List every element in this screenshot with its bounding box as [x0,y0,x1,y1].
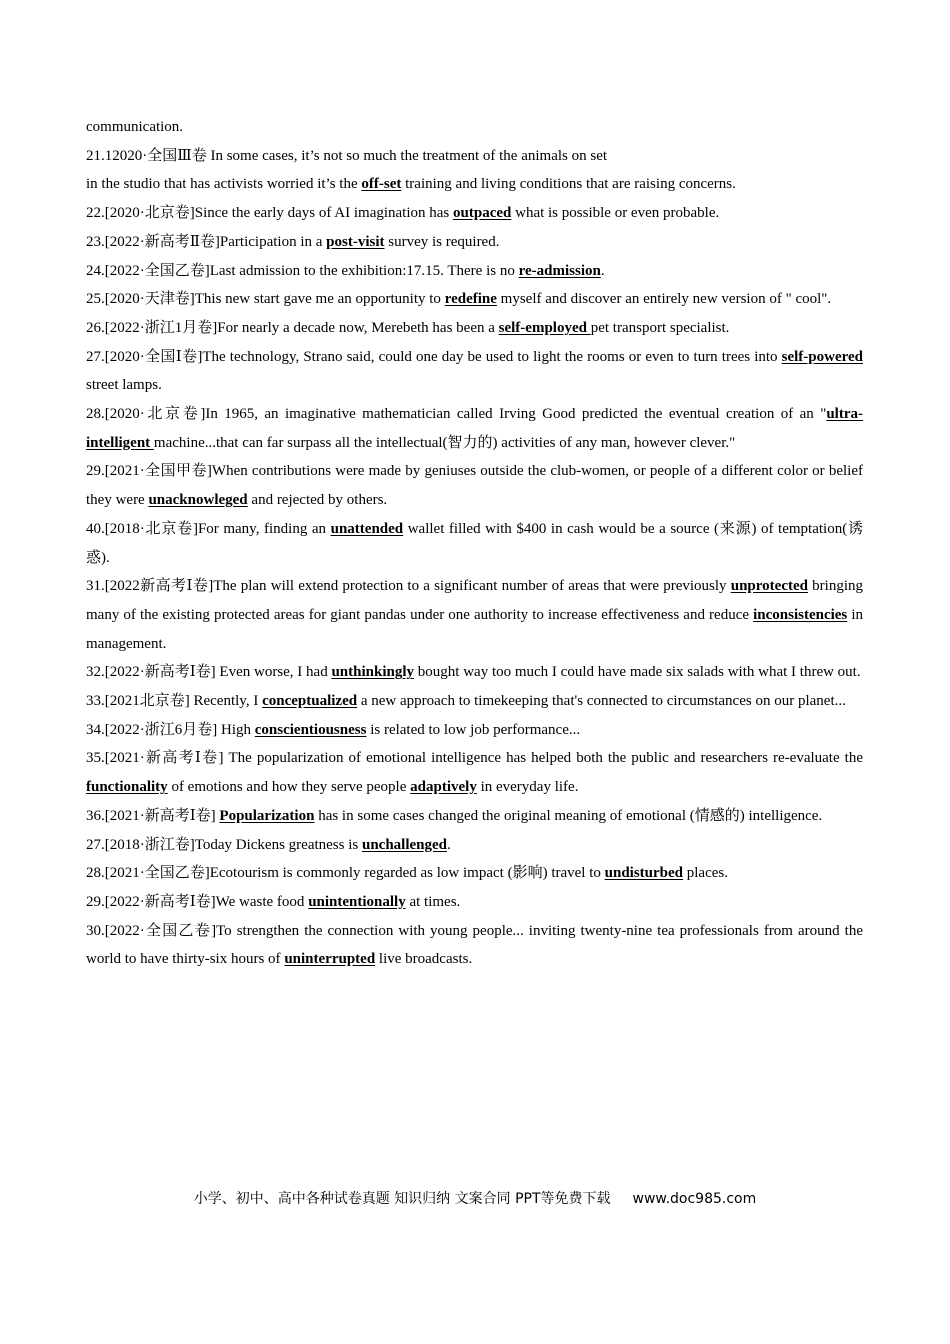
sentence-text: 27.[2018·浙江卷]Today Dickens greatness is [86,836,362,853]
sentence-text: 31.[2022新高考Ⅰ卷]The plan will extend protection to a significant number of areas that were previously [86,578,731,595]
sentence-text: 40.[2018·北京卷]For many, finding an [86,520,331,537]
sentence-text: myself and discover an entirely new version of " cool". [496,291,832,308]
sentence-text: machine...that can far surpass all the intellectual(智力的) activities of any man, however clever." [153,434,736,451]
sentence-text: 29.[2022·新高考Ⅰ卷]We waste food [86,893,309,910]
sentence-text: street lamps. [86,377,162,394]
keyword: inconsistencies [753,606,848,623]
exercise-sentence [86,314,863,343]
exercise-sentence [86,142,863,171]
sentence-text: . [447,836,451,853]
sentence-text: pet transport specialist. [590,319,730,336]
sentence-text: communication. [86,119,184,135]
sentence-text: 26.[2022·浙江1月卷]For nearly a decade now, Merebeth has been a [86,319,499,336]
keyword: unthinkingly [331,664,415,681]
keyword: re-admission [518,262,601,279]
sentence-text: and rejected by others. [247,492,388,509]
exercise-sentence [86,170,863,199]
sentence-text: at times. [405,893,461,910]
sentence-text: bringing many of the existing protected areas for giant pandas under one authority to increase effectiveness and reduce [86,578,863,623]
sentence-text: of emotions and how they serve people [167,779,411,796]
sentence-text: 25.[2020·天津卷]This new start gave me an opportunity to [86,291,445,308]
exercise-sentence [86,658,863,687]
keyword: uninterrupted [284,951,376,968]
keyword: undisturbed [604,865,684,882]
keyword: unprotected [730,578,808,595]
exercise-sentence [86,802,863,831]
exercise-sentence [86,917,863,974]
exercise-sentence [86,457,863,514]
sentence-text: survey is required. [384,233,500,250]
keyword: self-employed [498,319,591,336]
keyword: unchallenged [361,836,448,853]
keyword: unintentionally [308,893,406,910]
sentence-text: wallet filled with $400 in cash would be a source (来源) of temptation(诱惑). [86,520,864,566]
sentence-text: 30.[2022·全国乙卷]To strengthen the connection with young people... inviting twenty-nine tea professionals from around the world to have thirty-six hours of [86,922,863,968]
sentence-text: 34.[2022·浙江6月卷] High [86,721,255,738]
sentence-text: is related to low job performance... [366,721,581,738]
exercise-sentence [86,228,863,257]
exercise-sentence [86,113,863,142]
footer-text: 小学、初中、高中各种试卷真题 知识归纳 文案合同 PPT等免费下载 [193,1191,611,1207]
sentence-text: bought way too much I could have made six salads with what I threw out. [414,664,861,681]
exercise-sentence [86,744,863,801]
sentence-text: 28.[2021·全国乙卷]Ecotourism is commonly regarded as low impact (影响) travel to [86,865,605,882]
footer-url[interactable]: www.doc985.com [632,1191,757,1207]
exercise-sentence [86,400,863,457]
keyword: conscientiousness [254,721,367,738]
document-body [86,113,863,974]
exercise-sentence [86,285,863,314]
keyword: post-visit [326,233,385,250]
exercise-sentence [86,257,863,286]
exercise-sentence [86,515,863,572]
keyword: Popularization [219,807,315,824]
sentence-text: 32.[2022·新高考Ⅰ卷] Even worse, I had [86,664,332,681]
keyword: functionality [86,779,168,796]
sentence-text: 36.[2021·新高考Ⅰ卷] [86,807,220,824]
keyword: unattended [330,520,404,537]
sentence-text: in the studio that has activists worried it’s the [86,176,362,193]
sentence-text: live broadcasts. [375,951,473,968]
page-footer [0,1188,950,1208]
exercise-sentence [86,687,863,716]
sentence-text: has in some cases changed the original meaning of emotional (情感的) intelligence. [314,807,823,824]
keyword: adaptively [410,779,477,796]
sentence-text: training and living conditions that are raising concerns. [401,176,736,193]
exercise-sentence [86,831,863,860]
exercise-sentence [86,343,863,400]
exercise-sentence [86,716,863,745]
keyword: outpaced [453,205,512,222]
sentence-text: 35.[2021·新高考Ⅰ卷] The popularization of emotional intelligence has helped both the public and researchers re-evaluate the [86,750,863,767]
keyword: conceptualized [262,693,358,710]
exercise-sentence [86,199,863,228]
sentence-text: 27.[2020·全国Ⅰ卷]The technology, Strano said, could one day be used to light the rooms or even to turn trees into [86,348,782,365]
sentence-text: 24.[2022·全国乙卷]Last admission to the exhibition:17.15. There is no [86,262,519,279]
sentence-text: 22.[2020·北京卷]Since the early days of AI imagination has [86,205,454,222]
exercise-sentence [86,888,863,917]
keyword: self-powered [781,348,863,365]
sentence-text: in management. [86,606,864,652]
exercise-sentence [86,859,863,888]
exercise-sentence [86,572,863,658]
keyword: unacknowleged [148,492,248,509]
sentence-text: in everyday life. [476,779,579,796]
keyword: off-set [361,176,402,193]
sentence-text: 28.[2020·北京卷]In 1965, an imaginative mathematician called Irving Good predicted the eventual creation of an " [86,406,827,423]
keyword: ultra-intelligent [86,406,863,451]
sentence-text: 21.12020·全国Ⅲ卷 In some cases, it’s not so much the treatment of the animals on set [86,147,608,164]
sentence-text: what is possible or even probable. [511,205,720,222]
sentence-text: 33.[2021北京卷] Recently, I [86,693,263,710]
sentence-text: 29.[2021·全国甲卷]When contributions were made by geniuses outside the club-women, or people of a different color or belief they were [86,463,863,509]
sentence-text: . [600,262,605,279]
sentence-text: 23.[2022·新高考Ⅱ卷]Participation in a [86,233,327,250]
sentence-text: a new approach to timekeeping that's connected to circumstances on our planet... [357,693,846,710]
sentence-text: places. [683,865,728,882]
keyword: redefine [444,291,497,308]
